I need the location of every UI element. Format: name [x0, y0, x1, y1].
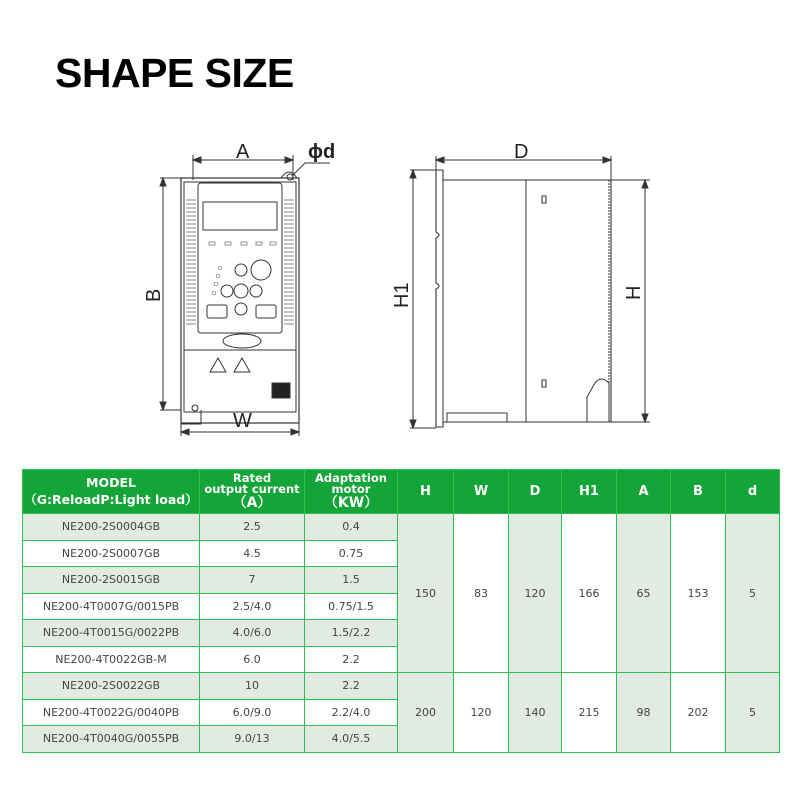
header-w: W	[454, 470, 509, 514]
cell-b: 153	[671, 514, 726, 673]
header-model-line2: （G:ReloadP:Light load）	[24, 491, 198, 507]
header-d-hole: d	[726, 470, 780, 514]
cell-current: 4.0/6.0	[200, 620, 305, 647]
cell-w: 120	[454, 673, 509, 753]
cell-motor: 2.2	[305, 646, 398, 673]
header-motor-line3: （KW）	[323, 494, 379, 511]
side-view-drawing	[410, 156, 650, 428]
cell-current: 7	[200, 567, 305, 594]
header-h1: H1	[562, 470, 617, 514]
header-model-line1: MODEL	[86, 474, 136, 490]
dim-label-b: B	[143, 288, 165, 302]
cell-h: 200	[398, 673, 454, 753]
cell-a: 98	[617, 673, 671, 753]
cell-d-hole: 5	[726, 673, 780, 753]
page-title: SHAPE SIZE	[55, 50, 294, 96]
cell-current: 2.5/4.0	[200, 593, 305, 620]
header-model	[23, 470, 200, 514]
dim-label-h1: H1	[391, 282, 413, 308]
dim-label-h: H	[623, 285, 645, 300]
cell-motor: 4.0/5.5	[305, 726, 398, 753]
cell-motor: 2.2	[305, 673, 398, 700]
cell-w: 83	[454, 514, 509, 673]
cell-b: 202	[671, 673, 726, 753]
spec-table	[22, 469, 780, 753]
header-h: H	[398, 470, 454, 514]
header-adaptation-motor	[305, 470, 398, 514]
cell-current: 4.5	[200, 540, 305, 567]
cell-current: 10	[200, 673, 305, 700]
cell-motor: 2.2/4.0	[305, 699, 398, 726]
cell-d-hole: 5	[726, 514, 780, 673]
cell-h1: 166	[562, 514, 617, 673]
header-a: A	[617, 470, 671, 514]
cell-motor: 1.5/2.2	[305, 620, 398, 647]
front-view-drawing	[160, 155, 330, 436]
header-motor-line1: Adaptation	[315, 470, 387, 485]
cell-model: NE200-2S0007GB	[23, 540, 200, 567]
cell-current: 6.0/9.0	[200, 699, 305, 726]
cell-a: 65	[617, 514, 671, 673]
table-header-row	[23, 470, 780, 514]
cell-current: 9.0/13	[200, 726, 305, 753]
cell-model: NE200-4T0040G/0055PB	[23, 726, 200, 753]
header-b: B	[671, 470, 726, 514]
cell-model: NE200-4T0022GB-M	[23, 646, 200, 673]
cell-h1: 215	[562, 673, 617, 753]
table-row	[23, 673, 780, 700]
header-d: D	[509, 470, 562, 514]
cell-d: 140	[509, 673, 562, 753]
cell-d: 120	[509, 514, 562, 673]
dim-label-phi-d: ϕd	[308, 141, 336, 163]
cell-motor: 0.75/1.5	[305, 593, 398, 620]
cell-motor: 0.4	[305, 514, 398, 541]
header-motor-line2: motor	[331, 481, 371, 496]
cell-model: NE200-4T0007G/0015PB	[23, 593, 200, 620]
dim-label-a: A	[236, 141, 250, 163]
cell-current: 2.5	[200, 514, 305, 541]
cell-motor: 0.75	[305, 540, 398, 567]
cell-current: 6.0	[200, 646, 305, 673]
table-row	[23, 514, 780, 541]
cell-model: NE200-2S0015GB	[23, 567, 200, 594]
cell-model: NE200-2S0022GB	[23, 673, 200, 700]
cell-motor: 1.5	[305, 567, 398, 594]
cell-model: NE200-4T0022G/0040PB	[23, 699, 200, 726]
header-rated-line3: （A）	[232, 494, 272, 511]
cell-model: NE200-4T0015G/0022PB	[23, 620, 200, 647]
dim-label-w: W	[233, 410, 252, 432]
cell-h: 150	[398, 514, 454, 673]
header-rated-current	[200, 470, 305, 514]
header-rated-line2: output current	[204, 481, 300, 496]
cell-model: NE200-2S0004GB	[23, 514, 200, 541]
header-rated-line1: Rated	[232, 470, 272, 485]
dim-label-d: D	[514, 141, 529, 163]
